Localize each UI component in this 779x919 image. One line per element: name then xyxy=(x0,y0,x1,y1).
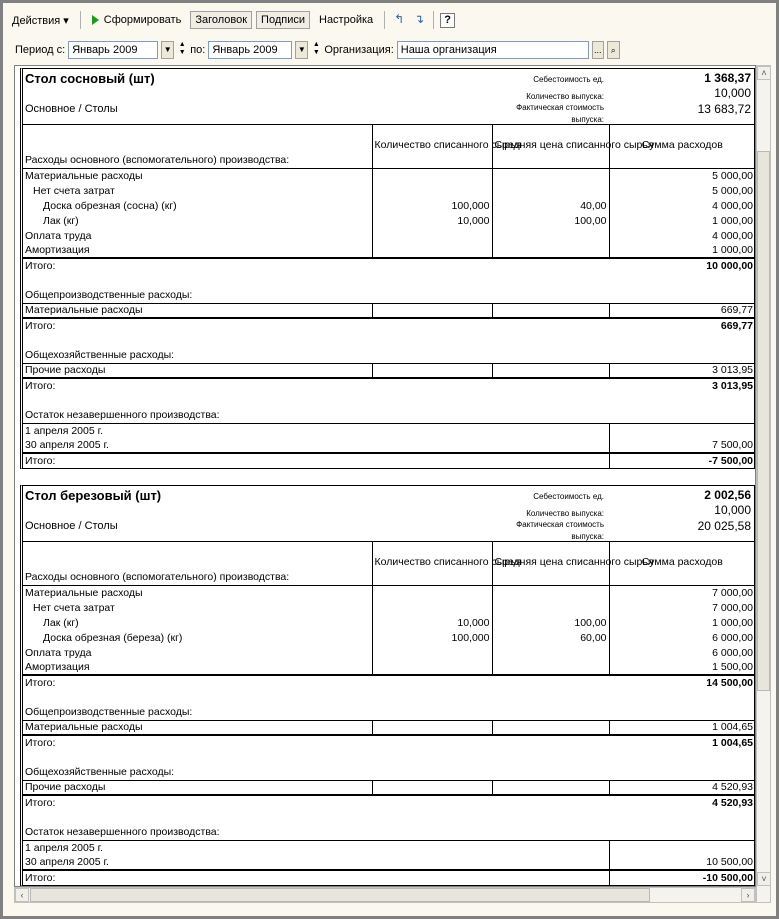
row-sum: 4 520,93 xyxy=(609,780,755,795)
row-price xyxy=(492,183,609,198)
cost-table xyxy=(23,542,755,885)
total-value: 3 013,95 xyxy=(609,378,755,393)
unit-cost-label: Себестоимость ед. xyxy=(533,492,604,501)
row-name: Доска обрезная (сосна) (кг) xyxy=(43,199,177,212)
total-row xyxy=(23,378,755,393)
row-qty xyxy=(372,600,492,615)
period-to-label: по: xyxy=(190,44,206,56)
row-sum: 5 000,00 xyxy=(609,168,755,183)
row-sum xyxy=(609,840,755,855)
product-group: Основное / Столы xyxy=(25,520,118,532)
row-sum: 6 000,00 xyxy=(609,630,755,645)
section-label-row xyxy=(23,348,755,363)
toolbar-separator xyxy=(384,11,385,29)
table-row xyxy=(23,363,755,378)
col-price-header: Средняя цена списанного сырья xyxy=(492,125,609,168)
table-row xyxy=(23,615,755,630)
row-name: Оплата труда xyxy=(25,646,92,659)
section-label: Остаток незавершенного производства: xyxy=(25,826,220,839)
help-button[interactable]: ? xyxy=(440,13,455,28)
total-row xyxy=(23,318,755,333)
row-price xyxy=(492,645,609,660)
total-value: -10 500,00 xyxy=(609,870,755,885)
cost-table xyxy=(23,125,755,468)
qty-out-value: 10,000 xyxy=(714,503,751,517)
scroll-left-icon[interactable]: ‹ xyxy=(15,888,29,902)
section-label: Остаток незавершенного производства: xyxy=(25,409,220,422)
product-header xyxy=(23,69,754,125)
total-value: 10 000,00 xyxy=(609,258,755,273)
horizontal-scroll-thumb[interactable] xyxy=(30,888,650,902)
row-name: Оплата труда xyxy=(25,229,92,242)
row-price xyxy=(492,228,609,243)
row-price xyxy=(492,243,609,258)
product-section xyxy=(20,485,755,886)
table-row xyxy=(23,183,755,198)
spacer-row xyxy=(23,690,755,705)
total-label: Итого: xyxy=(23,453,372,468)
total-value: 1 004,65 xyxy=(609,735,755,750)
scroll-right-icon[interactable]: › xyxy=(741,888,755,902)
period-from-label: Период с: xyxy=(15,44,66,56)
row-sum: 1 000,00 xyxy=(609,213,755,228)
total-label: Итого: xyxy=(23,675,372,690)
qty-out-value: 10,000 xyxy=(714,86,751,100)
row-name: 30 апреля 2005 г. xyxy=(25,439,109,451)
row-sum: 3 013,95 xyxy=(609,363,755,378)
toolbar-separator xyxy=(80,11,81,29)
row-sum: 7 500,00 xyxy=(609,438,755,453)
col-expenses-header: Расходы основного (вспомогательного) производства: xyxy=(25,153,290,166)
row-name: Амортизация xyxy=(25,244,90,256)
section-label-row xyxy=(23,288,755,303)
row-qty xyxy=(372,780,492,795)
row-price: 100,00 xyxy=(492,615,609,630)
product-title: Стол березовый (шт) xyxy=(25,488,162,503)
row-qty xyxy=(372,363,492,378)
unit-cost-value: 2 002,56 xyxy=(704,488,751,502)
row-sum: 5 000,00 xyxy=(609,183,755,198)
table-row xyxy=(23,423,755,438)
row-name: Материальные расходы xyxy=(25,304,143,317)
total-label: Итого: xyxy=(23,735,372,750)
period-to-dropdown-icon[interactable]: ▼ xyxy=(295,41,308,59)
row-name: Доска обрезная (береза) (кг) xyxy=(43,631,183,644)
spacer-row xyxy=(23,750,755,765)
total-label: Итого: xyxy=(23,258,372,273)
vertical-scrollbar[interactable] xyxy=(756,65,771,903)
col-qty-header: Количество списанного сырья xyxy=(372,542,492,585)
row-sum: 7 000,00 xyxy=(609,585,755,600)
table-row xyxy=(23,630,755,645)
row-qty xyxy=(372,720,492,735)
row-qty: 100,000 xyxy=(372,630,492,645)
row-name: Лак (кг) xyxy=(43,616,79,629)
total-label: Итого: xyxy=(23,795,372,810)
row-qty xyxy=(372,303,492,318)
table-row xyxy=(23,855,755,870)
row-qty: 100,000 xyxy=(372,198,492,213)
period-to-spinner-icon[interactable]: ▲ ▼ xyxy=(312,41,320,56)
row-name: Лак (кг) xyxy=(43,214,79,227)
section-label: Общехозяйственные расходы: xyxy=(25,349,175,362)
organization-select-button[interactable]: ... xyxy=(592,41,604,59)
row-price xyxy=(492,303,609,318)
total-label: Итого: xyxy=(23,870,372,885)
row-qty xyxy=(372,645,492,660)
table-row xyxy=(23,840,755,855)
row-sum: 1 000,00 xyxy=(609,615,755,630)
section-label-row xyxy=(23,705,755,720)
row-price xyxy=(492,600,609,615)
organization-label: Организация: xyxy=(324,44,394,56)
column-header-row xyxy=(23,542,755,585)
period-to-input[interactable]: Январь 2009 xyxy=(208,41,292,59)
table-row xyxy=(23,720,755,735)
unit-cost-value: 1 368,37 xyxy=(704,71,751,85)
row-name: Прочие расходы xyxy=(25,781,106,794)
row-name: Амортизация xyxy=(25,661,90,673)
row-sum: 10 500,00 xyxy=(609,855,755,870)
toolbar xyxy=(7,9,455,31)
actions-menu[interactable]: Действия ▾ xyxy=(12,14,69,27)
col-qty-header: Количество списанного сырья xyxy=(372,125,492,168)
table-row xyxy=(23,198,755,213)
row-name: Материальные расходы xyxy=(25,721,143,734)
table-row xyxy=(23,213,755,228)
table-row xyxy=(23,168,755,183)
toolbar-separator xyxy=(433,11,434,29)
row-name: 30 апреля 2005 г. xyxy=(25,856,109,868)
generate-button[interactable] xyxy=(87,11,187,29)
actual-cost-label: Фактическая стоимость выпуска: xyxy=(516,103,604,124)
spacer-row xyxy=(23,333,755,348)
qty-out-label: Количество выпуска: xyxy=(526,92,604,101)
total-row xyxy=(23,795,755,810)
signatures-toggle-button[interactable]: Подписи xyxy=(256,11,310,29)
scroll-up-icon[interactable]: ˄ xyxy=(757,66,771,80)
row-qty xyxy=(372,228,492,243)
row-price xyxy=(492,780,609,795)
table-row xyxy=(23,645,755,660)
product-header xyxy=(23,486,754,542)
row-name: Материальные расходы xyxy=(25,586,143,599)
product-group: Основное / Столы xyxy=(25,103,118,115)
spacer-row xyxy=(23,273,755,288)
actions-label: Действия xyxy=(12,14,61,27)
save-settings-icon[interactable]: ↴ xyxy=(414,12,425,26)
total-value: 4 520,93 xyxy=(609,795,755,810)
column-header-row xyxy=(23,125,755,168)
row-name: 1 апреля 2005 г. xyxy=(25,424,104,437)
table-row xyxy=(23,438,755,453)
row-sum: 1 000,00 xyxy=(609,243,755,258)
total-label: Итого: xyxy=(23,378,372,393)
actual-cost-label: Фактическая стоимость выпуска: xyxy=(516,520,604,541)
vertical-scroll-thumb[interactable] xyxy=(757,151,770,691)
row-price: 60,00 xyxy=(492,630,609,645)
settings-button[interactable]: Настройка xyxy=(319,14,374,26)
row-qty xyxy=(372,585,492,600)
table-row xyxy=(23,780,755,795)
table-row xyxy=(23,600,755,615)
col-price-header: Средняя цена списанного сырья xyxy=(492,542,609,585)
total-row xyxy=(23,675,755,690)
section-label-row xyxy=(23,408,755,423)
generate-label: Сформировать xyxy=(103,14,182,26)
table-row xyxy=(23,243,755,258)
row-price: 100,00 xyxy=(492,213,609,228)
unit-cost-label: Себестоимость ед. xyxy=(533,75,604,84)
row-name: Нет счета затрат xyxy=(33,601,115,614)
section-label: Общехозяйственные расходы: xyxy=(25,766,175,779)
row-sum: 6 000,00 xyxy=(609,645,755,660)
col-sum-header: Сумма расходов xyxy=(609,125,755,168)
play-icon xyxy=(92,15,99,25)
row-qty xyxy=(372,183,492,198)
total-row xyxy=(23,258,755,273)
filter-bar xyxy=(15,41,620,59)
period-from-dropdown-icon[interactable]: ▼ xyxy=(161,41,174,59)
row-sum: 4 000,00 xyxy=(609,228,755,243)
col-expenses-header: Расходы основного (вспомогательного) производства: xyxy=(25,570,290,583)
horizontal-scrollbar[interactable] xyxy=(14,887,756,903)
product-section xyxy=(20,68,755,469)
total-row xyxy=(23,870,755,885)
row-qty xyxy=(372,660,492,675)
report-area[interactable] xyxy=(14,65,756,887)
row-name: 1 апреля 2005 г. xyxy=(25,841,104,854)
row-name: Нет счета затрат xyxy=(33,184,115,197)
total-value: 669,77 xyxy=(609,318,755,333)
actual-cost-value: 13 683,72 xyxy=(697,102,751,116)
col-sum-header: Сумма расходов xyxy=(609,542,755,585)
row-price xyxy=(492,363,609,378)
product-title: Стол сосновый (шт) xyxy=(25,71,155,86)
total-row xyxy=(23,453,755,468)
section-label-row xyxy=(23,765,755,780)
period-from-input[interactable]: Январь 2009 xyxy=(68,41,158,59)
row-name: Прочие расходы xyxy=(25,364,106,377)
row-qty: 10,000 xyxy=(372,615,492,630)
row-sum: 7 000,00 xyxy=(609,600,755,615)
table-row xyxy=(23,660,755,675)
row-price xyxy=(492,585,609,600)
spacer-row xyxy=(23,393,755,408)
row-price: 40,00 xyxy=(492,198,609,213)
total-label: Итого: xyxy=(23,318,372,333)
scroll-down-icon[interactable]: ˅ xyxy=(757,872,771,886)
section-label: Общепроизводственные расходы: xyxy=(25,706,193,719)
period-from-spinner-icon[interactable]: ▲ ▼ xyxy=(178,41,186,56)
qty-out-label: Количество выпуска: xyxy=(526,509,604,518)
row-sum: 4 000,00 xyxy=(609,198,755,213)
row-sum xyxy=(609,423,755,438)
row-qty xyxy=(372,168,492,183)
actual-cost-value: 20 025,58 xyxy=(697,519,751,533)
row-sum: 1 500,00 xyxy=(609,660,755,675)
table-row xyxy=(23,228,755,243)
section-label: Общепроизводственные расходы: xyxy=(25,289,193,302)
spacer-row xyxy=(23,810,755,825)
row-price xyxy=(492,168,609,183)
search-icon[interactable]: ⌕ xyxy=(607,41,620,59)
row-sum: 669,77 xyxy=(609,303,755,318)
restore-settings-icon[interactable]: ↰ xyxy=(394,12,405,26)
header-toggle-button[interactable]: Заголовок xyxy=(190,11,252,29)
table-row xyxy=(23,585,755,600)
section-label-row xyxy=(23,825,755,840)
total-value: -7 500,00 xyxy=(609,453,755,468)
row-sum: 1 004,65 xyxy=(609,720,755,735)
total-row xyxy=(23,735,755,750)
row-qty xyxy=(372,243,492,258)
total-value: 14 500,00 xyxy=(609,675,755,690)
organization-input[interactable]: Наша организация xyxy=(397,41,589,59)
row-name: Материальные расходы xyxy=(25,169,143,182)
row-qty: 10,000 xyxy=(372,213,492,228)
row-price xyxy=(492,660,609,675)
table-row xyxy=(23,303,755,318)
row-price xyxy=(492,720,609,735)
